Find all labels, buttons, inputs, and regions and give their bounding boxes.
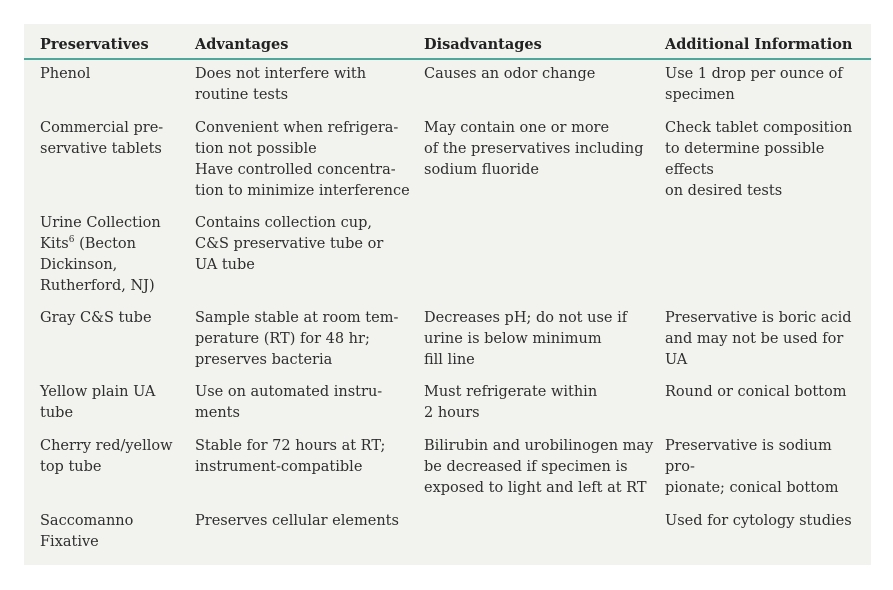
- row-saccomanno-preservative: Saccomanno Fixative: [40, 513, 134, 550]
- row-yellow-disadvantages: Must refrigerate within 2 hours: [424, 384, 598, 421]
- row-kits-preservative: [40, 213, 190, 297]
- row-saccomanno-advantages: Preserves cellular elements: [195, 513, 399, 529]
- kits-name: Urine Collection Kits: [40, 215, 161, 252]
- row-tablets-disadvantages: May contain one or more of the preservatives including sodium fluoride: [424, 120, 644, 178]
- row-phenol-additional: Use 1 drop per ounce of specimen: [665, 66, 843, 103]
- row-cherry-advantages: Stable for 72 hours at RT; instrument-compatible: [195, 438, 386, 475]
- row-tablets-advantages: Convenient when refrigera- tion not possible Have controlled concentra- tion to minimize interference: [195, 120, 410, 199]
- row-phenol-advantages: Does not interfere with routine tests: [195, 66, 367, 103]
- row-kits-advantages: Contains collection cup, C&S preservative tube or UA tube: [195, 215, 384, 273]
- row-cherry-preservative: Cherry red/yellow top tube: [40, 438, 173, 475]
- header-divider: [24, 58, 871, 60]
- table-header-row: [24, 36, 871, 58]
- row-yellow-additional: Round or conical bottom: [665, 384, 847, 400]
- row-yellow-advantages: Use on automated instru- ments: [195, 384, 383, 421]
- row-gray-advantages: Sample stable at room tem- perature (RT) for 48 hr; preserves bacteria: [195, 310, 399, 368]
- row-cherry-additional: Preservative is sodium pro- pionate; conical bottom: [665, 438, 839, 496]
- header-disadvantages: Disadvantages: [424, 36, 542, 53]
- row-phenol-disadvantages: Causes an odor change: [424, 66, 596, 82]
- row-tablets-preservative: Commercial pre- servative tablets: [40, 120, 164, 157]
- header-advantages: Advantages: [195, 36, 289, 53]
- row-saccomanno-additional: Used for cytology studies: [665, 513, 852, 529]
- preservatives-table: [24, 24, 871, 565]
- row-yellow-preservative: Yellow plain UA tube: [40, 384, 156, 421]
- row-phenol-preservative: Phenol: [40, 66, 91, 82]
- header-preservatives: Preservatives: [40, 36, 149, 53]
- row-gray-additional: Preservative is boric acid and may not be used for UA: [665, 310, 852, 368]
- row-gray-disadvantages: Decreases pH; do not use if urine is below minimum fill line: [424, 310, 628, 368]
- row-cherry-disadvantages: Bilirubin and urobilinogen may be decreased if specimen is exposed to light and left at RT: [424, 438, 654, 496]
- kits-footnote-ref: 6: [68, 235, 75, 246]
- row-tablets-additional: Check tablet composition to determine possible effects on desired tests: [665, 120, 853, 199]
- row-gray-preservative: Gray C&S tube: [40, 310, 152, 326]
- kits-manufacturer: (Becton Dickinson, Rutherford, NJ): [40, 236, 155, 294]
- header-additional-information: Additional Information: [665, 36, 853, 53]
